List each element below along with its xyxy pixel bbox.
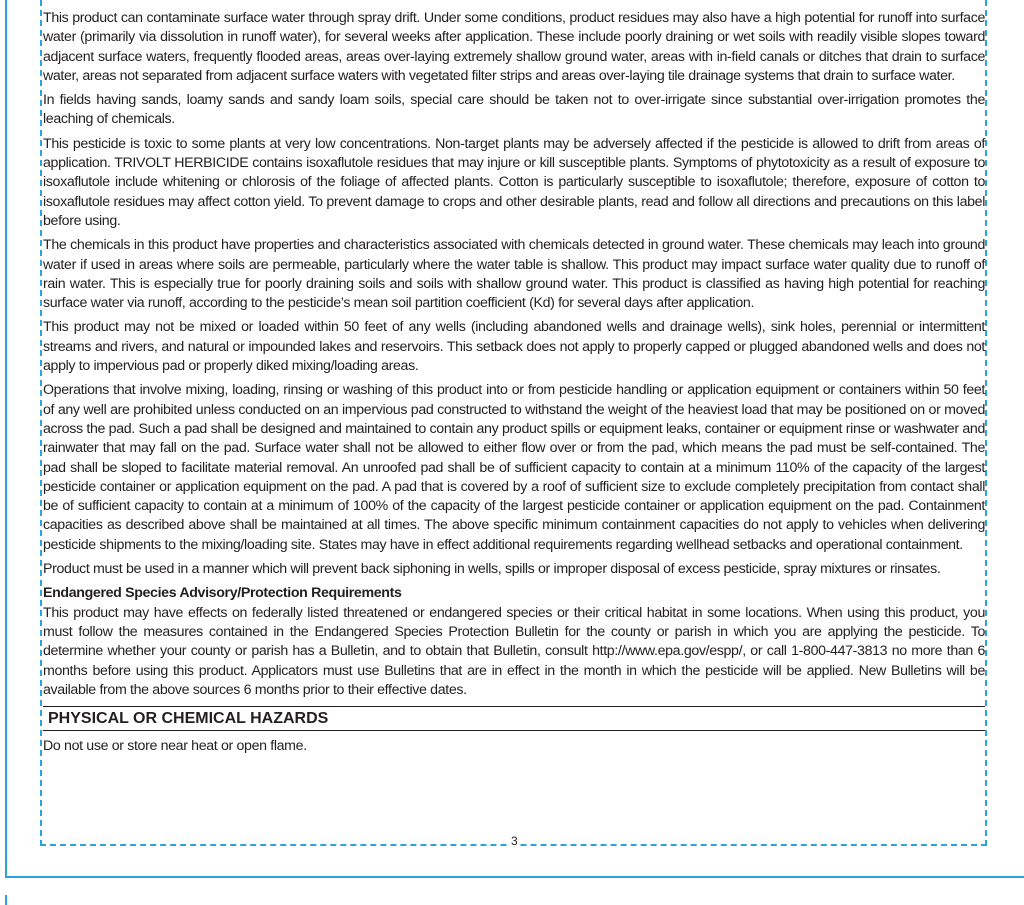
page-number: 3 <box>511 834 518 848</box>
label-content <box>43 9 985 761</box>
paragraph-physical-hazards: Do not use or store near heat or open flame. <box>43 738 307 755</box>
outer-border-bottom <box>5 876 1024 878</box>
physical-hazards-heading: PHYSICAL OR CHEMICAL HAZARDS <box>43 706 985 731</box>
paragraph-over-irrigation: In fields having sands, loamy sands and sandy loam soils, special care should be taken not to over-irrigate since substantial over-irrigation promotes the leaching of chemicals. <box>43 92 985 128</box>
paragraph-spray-drift: This product can contaminate surface water through spray drift. Under some conditions, product residues may also have a high potential for runoff into surface water (primarily via dissolution in runoff water), for several weeks after application. These include poorly draining or wet soils with readily visible slopes toward adjacent surface waters, frequently flooded areas, areas over-laying extremely shallow ground water, areas with in-field canals or ditches that drain to surface water, areas not separated from adjacent surface waters with vegetated filter strips and areas over-laying tile drainage systems that drain to surface water. <box>43 10 985 84</box>
outer-border-left <box>5 0 7 878</box>
outer-border-left-lower <box>5 895 7 905</box>
paragraph-containment-pad: Operations that involve mixing, loading, rinsing or washing of this product into or from pesticide handling or application equipment or containers within 50 feet of any well are prohibited unless conducted on an impervious pad constructed to withstand the weight of the heaviest load that may be positioned on or moved across the pad. Such a pad shall be designed and maintained to contain any product spills or equipment leaks, container or equipment rinse or washwater and rainwater that may fall on the pad. Surface water shall not be allowed to either flow over or from the pad, which means the pad must be self-contained. The pad shall be sloped to facilitate material removal. An unroofed pad shall be of sufficient capacity to contain at a minimum 110% of the capacity of the largest pesticide container or application equipment on the pad. A pad that is covered by a roof of sufficient size to exclude completely precipitation from contact shall be of sufficient capacity to contain at a minimum of 100% of the capacity of the largest pesticide container or application equipment on the pad. Containment capacities as described above shall be maintained at all times. The above specific minimum containment capacities do not apply to vehicles when delivering pesticide shipments to the mixing/loading site. States may have in effect additional requirements regarding wellhead setbacks and operational containment. <box>43 382 985 553</box>
paragraph-ground-water: The chemicals in this product have properties and characteristics associated with chemicals detected in ground water. These chemicals may leach into ground water if used in areas where soils are permeable, particularly where the water table is shallow. This product may impact surface water quality due to runoff of rain water. This is especially true for poorly draining soils and soils with shallow ground water. This product is classified as having high potential for reaching surface water via runoff, according to the pesticide’s mean soil partition coefficient (Kd) for several days after application. <box>43 237 985 312</box>
endangered-species-heading: Endangered Species Advisory/Protection Requirements <box>43 585 402 602</box>
paragraph-well-setback: This product may not be mixed or loaded within 50 feet of any wells (including abandoned wells and drainage wells), sink holes, perennial or intermittent streams and rivers, and natural or impounded lakes and reservoirs. This setback does not apply to properly capped or plugged abandoned wells and does not apply to impervious pad or properly diked mixing/loading areas. <box>43 319 985 375</box>
paragraph-endangered-species: This product may have effects on federally listed threatened or endangered species or their critical habitat in some locations. When using this product, you must follow the measures contained in the Endangered Species Protection Bulletin for the county or parish in which you are applying the pesticide. To determine whether your county or parish has a Bulletin, and to obtain that Bulletin, consult http://www.epa.gov/espp/, or call 1-800-447-3813 no more than 6 months before using this product. Applicators must use Bulletins that are in effect in the month in which the pesticide will be applied. New Bulletins will be available from the above sources 6 months prior to their effective dates. <box>43 604 985 698</box>
paragraph-non-target-plants: This pesticide is toxic to some plants at very low concentrations. Non-target plants may be adversely affected if the pesticide is allowed to drift from areas of application. TRIVOLT HERBICIDE contains isoxaflutole residues that may injure or kill susceptible plants. Symptoms of phytotoxicity as a result of exposure to isoxaflutole include whitening or chlorosis of the foliage of affected plants. Cotton is particularly susceptible to isoxaflutole; therefore, exposure of cotton to isoxaflutole residues may affect cotton yield. To prevent damage to crops and other desirable plants, read and follow all directions and precautions on this label before using. <box>43 135 985 229</box>
paragraph-back-siphoning: Product must be used in a manner which will prevent back siphoning in wells, spills or improper disposal of excess pesticide, spray mixtures or rinsates. <box>43 561 941 578</box>
